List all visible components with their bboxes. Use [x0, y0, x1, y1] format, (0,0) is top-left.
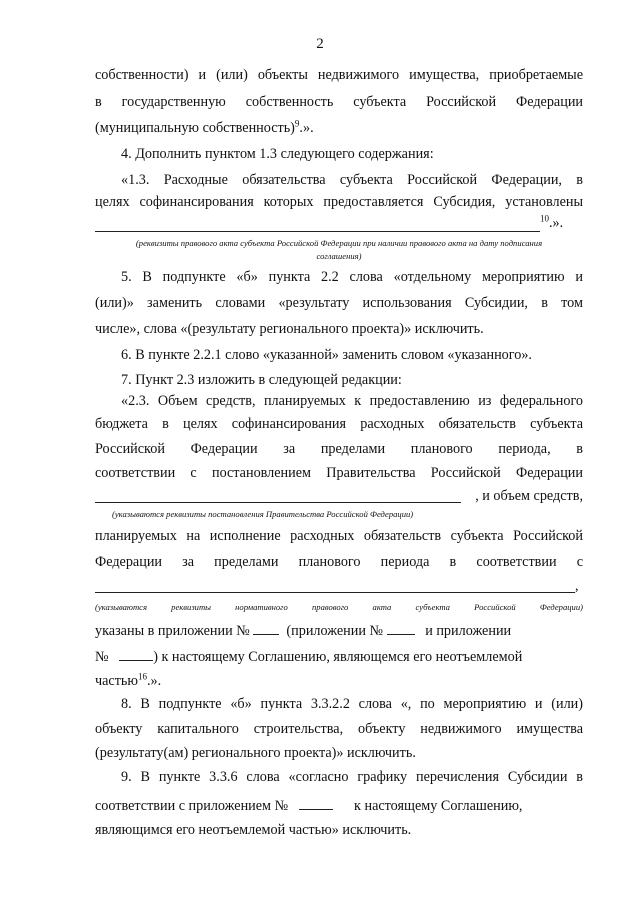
text-line: (результату(ам) регионального проекта)» исключить. [95, 745, 416, 761]
field-caption: соглашения) [316, 251, 362, 261]
paragraph-4: 4. Дополнить пунктом 1.3 следующего содержания: [121, 146, 434, 162]
field-caption: (реквизиты правового акта субъекта Российской Федерации при наличии правового акта на дату подписания [135, 238, 543, 248]
text-line: планируемых на исполнение расходных обязательств субъекта Российской [95, 528, 583, 544]
text-line: , [575, 578, 579, 594]
paragraph-7: 7. Пункт 2.3 изложить в следующей редакции: [121, 372, 402, 388]
text-line: соответствии с постановлением Правительства Российской Федерации [95, 465, 583, 481]
text-line: № ) к настоящему Соглашению, являющемся его неотъемлемой [95, 649, 523, 665]
text-line: (или)» заменить словами «результату использования Субсидии, в том [95, 295, 583, 311]
page-number: 2 [316, 36, 324, 52]
text-line: указаны в приложении № (приложении № и приложении [95, 623, 512, 639]
blank-field [253, 622, 279, 635]
text-line: числе», слова «(результату регионального проекта)» исключить. [95, 321, 484, 337]
text-line: бюджета в целях софинансирования расходных обязательств субъекта [95, 416, 583, 432]
paragraph-6: 6. В пункте 2.2.1 слово «указанной» заменить словом «указанного». [121, 347, 532, 363]
text-line: объекту капитального строительства, объекту недвижимого имущества [95, 721, 583, 737]
fill-in-line [95, 592, 575, 593]
text-line: целях софинансирования которых предоставляется Субсидия, установлены [95, 194, 583, 210]
footnote-ref: 10 [540, 213, 549, 224]
fill-in-line [95, 502, 461, 503]
text-line: «1.3. Расходные обязательства субъекта Российской Федерации, в [121, 172, 583, 188]
paragraph-9: 9. В пункте 3.3.6 слова «согласно графику перечисления Субсидии в [121, 769, 583, 785]
footnote-ref: 9 [294, 118, 300, 129]
text-line: (муниципальную собственность)$^9$.». [95, 118, 314, 136]
field-caption: (указываются реквизиты постановления Правительства Российской Федерации) [112, 509, 414, 519]
text-line: , и объем средств, [475, 488, 583, 504]
text-line: в государственную собственность субъекта Российской Федерации [95, 94, 583, 110]
blank-field [299, 797, 333, 810]
paragraph-8: 8. В подпункте «б» пункта 3.3.2.2 слова «, по мероприятию и (или) [121, 696, 583, 712]
fill-in-line [95, 231, 540, 232]
text-line: собственности) и (или) объекты недвижимого имущества, приобретаемые [95, 67, 583, 83]
paragraph-5: 5. В подпункте «б» пункта 2.2 слова «отдельному мероприятию и [121, 269, 583, 285]
text-line: Российской Федерации за пределами планового периода, в [95, 441, 583, 457]
blank-field [387, 622, 415, 635]
text-line: $^{10}$.». [540, 213, 564, 231]
field-caption: (указываются реквизиты нормативного правового акта субъекта Российской Федерации) [95, 602, 583, 612]
text-line: соответствии с приложением № к настоящему Соглашению, [95, 798, 523, 814]
text-line: «2.3. Объем средств, планируемых к предоставлению из федерального [121, 393, 583, 409]
text-line: частью$^{16}$.». [95, 671, 162, 689]
text-line: являющимся его неотъемлемой частью» исключить. [95, 822, 412, 838]
text-line: Федерации за пределами планового периода в соответствии с [95, 554, 583, 570]
blank-field [119, 648, 153, 661]
footnote-ref: 16 [138, 671, 147, 682]
